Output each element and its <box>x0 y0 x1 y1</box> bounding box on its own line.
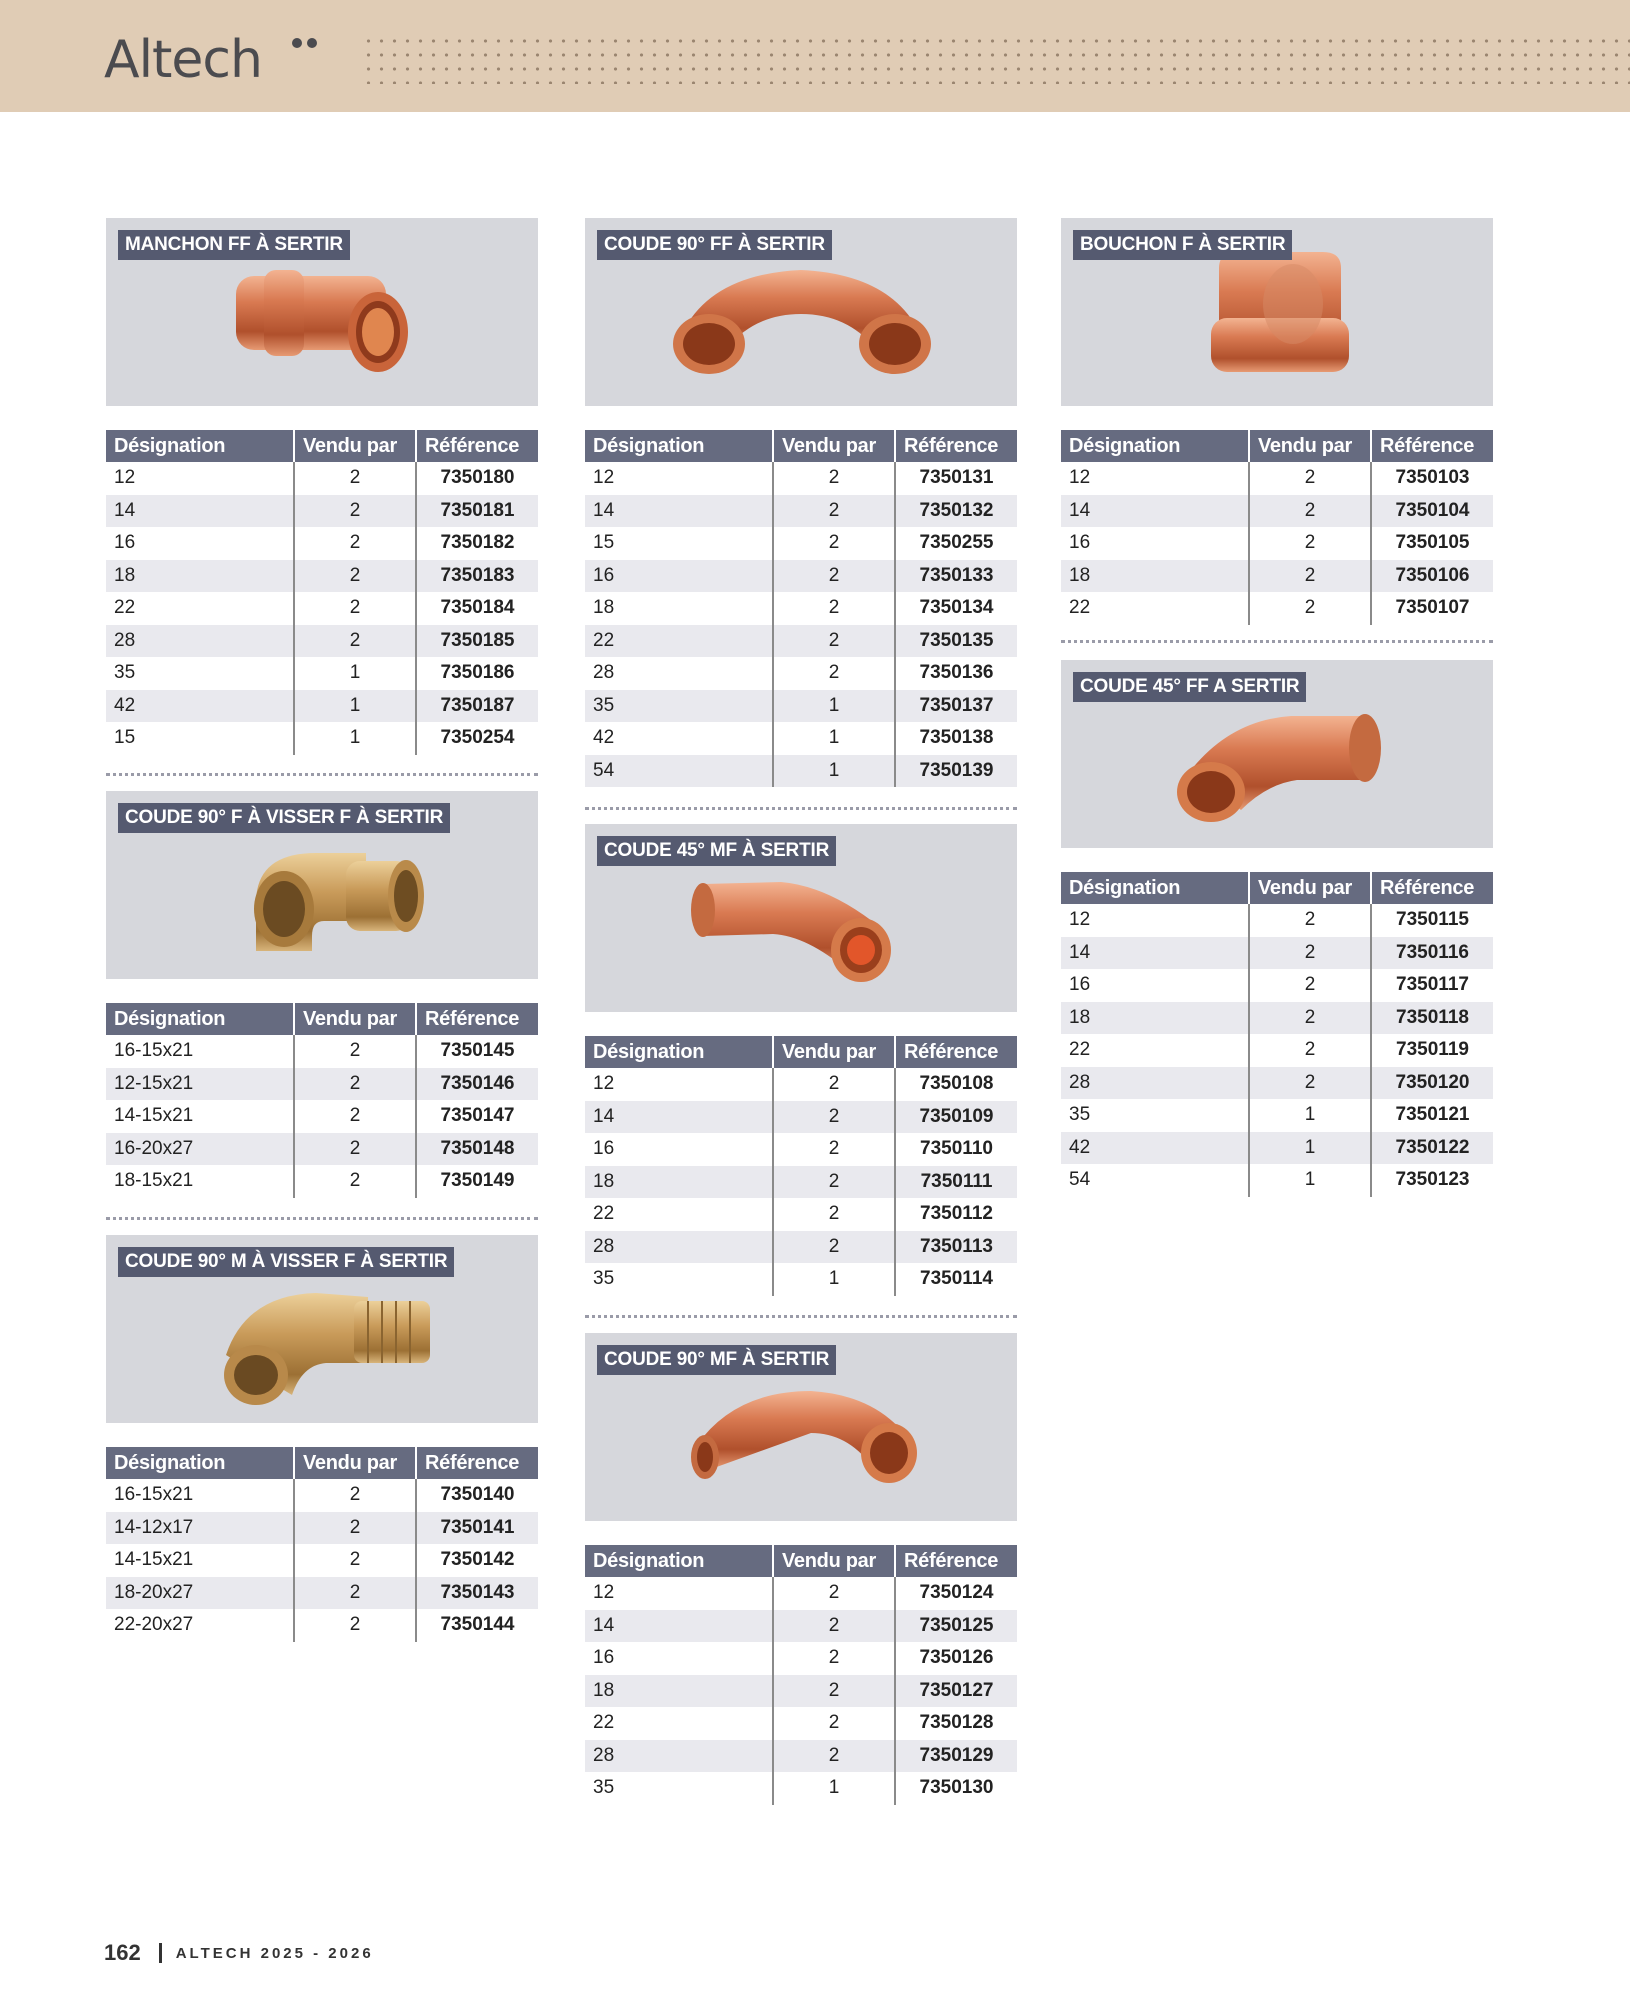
table-row <box>585 1231 1017 1264</box>
cell-vendu-par: 1 <box>1249 1164 1371 1197</box>
cell-designation: 12 <box>585 1068 773 1101</box>
cell-vendu-par: 2 <box>773 1577 895 1610</box>
separator <box>106 773 538 776</box>
cell-designation: 14 <box>1061 495 1249 528</box>
col-reference: Référence <box>895 1545 1017 1577</box>
cell-reference: 7350131 <box>919 467 994 489</box>
cell-designation: 22 <box>585 1707 773 1740</box>
brand-logo: Altech <box>104 30 262 90</box>
cell-designation: 18-15x21 <box>106 1165 294 1198</box>
cell-designation: 28 <box>106 625 294 658</box>
dot-pattern <box>362 34 1630 84</box>
cell-designation: 14 <box>585 1101 773 1134</box>
cell-designation: 22 <box>585 625 773 658</box>
cell-reference: 7350122 <box>1371 1132 1493 1165</box>
col-designation: Désignation <box>1061 430 1249 462</box>
section-title: COUDE 90° M À VISSER F À SERTIR <box>118 1247 454 1277</box>
cell-designation: 35 <box>585 1263 773 1296</box>
product-table <box>1061 430 1493 625</box>
table-row <box>1061 560 1493 593</box>
product-image-box <box>585 218 1017 406</box>
cell-reference: 7350130 <box>919 1777 994 1799</box>
cell-designation: 18 <box>106 560 294 593</box>
section-title: COUDE 45° FF A SERTIR <box>1073 672 1306 702</box>
table-row <box>106 1133 538 1166</box>
cell-designation: 42 <box>585 722 773 755</box>
table-row <box>106 462 538 495</box>
cell-reference: 7350142 <box>440 1549 515 1571</box>
cell-vendu-par: 2 <box>773 495 895 528</box>
cell-vendu-par: 1 <box>773 1263 895 1296</box>
cell-designation: 14 <box>106 495 294 528</box>
cell-reference: 7350183 <box>416 560 538 593</box>
table-row <box>1061 1164 1493 1197</box>
cell-reference: 7350141 <box>416 1512 538 1545</box>
cell-designation: 12-15x21 <box>106 1068 294 1101</box>
cell-reference: 7350139 <box>895 755 1017 788</box>
cell-vendu-par: 2 <box>773 462 895 495</box>
cell-vendu-par: 2 <box>1249 1067 1371 1100</box>
col-designation: Désignation <box>585 1545 773 1577</box>
col-vendu: Vendu par <box>773 1545 895 1577</box>
cell-vendu-par: 1 <box>294 722 416 755</box>
cell-reference: 7350186 <box>440 662 515 684</box>
cell-reference: 7350121 <box>1395 1104 1470 1126</box>
product-table <box>585 1036 1017 1296</box>
cell-reference: 7350108 <box>919 1073 994 1095</box>
table-row <box>106 1100 538 1133</box>
cell-vendu-par: 2 <box>294 560 416 593</box>
cell-reference: 7350149 <box>440 1170 515 1192</box>
table-row <box>106 592 538 625</box>
table-row <box>585 592 1017 625</box>
cell-designation: 16 <box>106 527 294 560</box>
cell-designation: 12 <box>585 462 773 495</box>
table-row <box>585 1772 1017 1805</box>
section-coude90-f-visser <box>106 791 538 1198</box>
cell-designation: 35 <box>585 690 773 723</box>
cell-reference: 7350180 <box>440 467 515 489</box>
cell-vendu-par: 2 <box>773 527 895 560</box>
table-row <box>1061 1034 1493 1067</box>
cell-designation: 22 <box>1061 1034 1249 1067</box>
product-image-box <box>585 1333 1017 1521</box>
cell-designation: 16 <box>585 1133 773 1166</box>
product-table <box>106 430 538 755</box>
cell-vendu-par: 1 <box>773 755 895 788</box>
table-row <box>585 1610 1017 1643</box>
cell-reference: 7350120 <box>1371 1067 1493 1100</box>
cell-reference: 7350115 <box>1396 909 1469 931</box>
table-row <box>1061 527 1493 560</box>
cell-vendu-par: 2 <box>294 625 416 658</box>
table-row <box>1061 904 1493 937</box>
col-designation: Désignation <box>585 1036 773 1068</box>
table-row <box>106 722 538 755</box>
cell-vendu-par: 2 <box>773 592 895 625</box>
cell-designation: 18 <box>585 592 773 625</box>
table-row <box>106 495 538 528</box>
cell-vendu-par: 2 <box>294 1035 416 1068</box>
cell-vendu-par: 2 <box>294 1133 416 1166</box>
cell-designation: 28 <box>1061 1067 1249 1100</box>
product-table <box>585 1545 1017 1805</box>
cell-reference: 7350119 <box>1396 1039 1469 1061</box>
cell-reference: 7350143 <box>416 1577 538 1610</box>
table-row <box>1061 592 1493 625</box>
cell-reference: 7350113 <box>895 1231 1017 1264</box>
product-image-box <box>106 218 538 406</box>
cell-designation: 35 <box>106 657 294 690</box>
col-vendu: Vendu par <box>294 430 416 462</box>
cell-vendu-par: 2 <box>773 1740 895 1773</box>
product-image-box <box>106 1235 538 1423</box>
table-row <box>1061 969 1493 1002</box>
cell-vendu-par: 2 <box>294 1512 416 1545</box>
cell-designation: 18 <box>1061 560 1249 593</box>
col-vendu: Vendu par <box>1249 430 1371 462</box>
cell-reference: 7350255 <box>919 532 994 554</box>
table-row <box>585 625 1017 658</box>
cell-designation: 16-20x27 <box>106 1133 294 1166</box>
cell-reference: 7350132 <box>895 495 1017 528</box>
cell-designation: 18 <box>585 1166 773 1199</box>
cell-reference: 7350129 <box>895 1740 1017 1773</box>
cell-vendu-par: 2 <box>773 1198 895 1231</box>
cell-designation: 22 <box>106 592 294 625</box>
table-row <box>1061 462 1493 495</box>
cell-vendu-par: 1 <box>294 657 416 690</box>
cell-vendu-par: 2 <box>1249 1002 1371 1035</box>
separator <box>1061 640 1493 643</box>
table-row <box>106 1035 538 1068</box>
col-vendu: Vendu par <box>294 1003 416 1035</box>
table-row <box>585 1263 1017 1296</box>
cell-vendu-par: 1 <box>773 690 895 723</box>
cell-vendu-par: 2 <box>1249 1034 1371 1067</box>
cell-reference: 7350136 <box>919 662 994 684</box>
cell-reference: 7350106 <box>1371 560 1493 593</box>
table-row <box>585 1642 1017 1675</box>
cell-vendu-par: 2 <box>1249 495 1371 528</box>
cell-reference: 7350184 <box>440 597 515 619</box>
cell-reference: 7350123 <box>1395 1169 1470 1191</box>
cell-reference: 7350127 <box>895 1675 1017 1708</box>
cell-designation: 15 <box>585 527 773 560</box>
cell-reference: 7350146 <box>416 1068 538 1101</box>
cell-vendu-par: 1 <box>1249 1099 1371 1132</box>
cell-vendu-par: 1 <box>773 1772 895 1805</box>
cell-designation: 15 <box>106 722 294 755</box>
cell-designation: 28 <box>585 1231 773 1264</box>
cell-reference: 7350145 <box>440 1040 515 1062</box>
table-row <box>106 1577 538 1610</box>
table-row <box>585 1101 1017 1134</box>
footer-text: ALTECH 2025 - 2026 <box>175 1944 374 1962</box>
table-row <box>106 1165 538 1198</box>
table-row <box>585 657 1017 690</box>
cell-reference: 7350144 <box>440 1614 515 1636</box>
table-row <box>106 1512 538 1545</box>
cell-reference: 7350128 <box>919 1712 994 1734</box>
cell-reference: 7350133 <box>895 560 1017 593</box>
cell-designation: 18 <box>585 1675 773 1708</box>
cell-designation: 14-15x21 <box>106 1544 294 1577</box>
cell-vendu-par: 2 <box>1249 592 1371 625</box>
cell-vendu-par: 2 <box>294 592 416 625</box>
cell-vendu-par: 2 <box>773 1610 895 1643</box>
cell-reference: 7350107 <box>1395 597 1470 619</box>
product-image-box <box>585 824 1017 1012</box>
cell-reference: 7350185 <box>416 625 538 658</box>
table-row <box>585 1068 1017 1101</box>
table-row <box>106 1479 538 1512</box>
table-row <box>585 755 1017 788</box>
page-header <box>0 0 1630 112</box>
cell-vendu-par: 2 <box>773 1068 895 1101</box>
table-row <box>1061 1132 1493 1165</box>
cell-designation: 22 <box>1061 592 1249 625</box>
cell-designation: 28 <box>585 657 773 690</box>
page-footer <box>104 1940 374 1966</box>
cell-designation: 35 <box>1061 1099 1249 1132</box>
cell-vendu-par: 2 <box>773 1675 895 1708</box>
cell-designation: 35 <box>585 1772 773 1805</box>
cell-reference: 7350114 <box>920 1268 993 1290</box>
table-row <box>585 1198 1017 1231</box>
col-reference: Référence <box>1371 872 1493 904</box>
table-row <box>585 1675 1017 1708</box>
cell-designation: 16 <box>1061 527 1249 560</box>
table-row <box>106 1068 538 1101</box>
cell-vendu-par: 2 <box>294 1609 416 1642</box>
cell-vendu-par: 2 <box>294 1544 416 1577</box>
cell-vendu-par: 2 <box>773 1101 895 1134</box>
cell-vendu-par: 2 <box>294 1100 416 1133</box>
cell-designation: 14-12x17 <box>106 1512 294 1545</box>
col-designation: Désignation <box>1061 872 1249 904</box>
cell-reference: 7350109 <box>895 1101 1017 1134</box>
col-reference: Référence <box>416 1447 538 1479</box>
table-row <box>1061 1002 1493 1035</box>
cell-designation: 28 <box>585 1740 773 1773</box>
cell-reference: 7350124 <box>919 1582 994 1604</box>
cell-reference: 7350125 <box>895 1610 1017 1643</box>
cell-vendu-par: 2 <box>294 1068 416 1101</box>
table-row <box>1061 495 1493 528</box>
cell-vendu-par: 2 <box>1249 904 1371 937</box>
table-row <box>585 560 1017 593</box>
cell-reference: 7350137 <box>895 690 1017 723</box>
table-row <box>585 1707 1017 1740</box>
col-vendu: Vendu par <box>773 1036 895 1068</box>
cell-designation: 14 <box>585 495 773 528</box>
cell-reference: 7350254 <box>440 727 515 749</box>
cell-vendu-par: 1 <box>773 722 895 755</box>
col-designation: Désignation <box>106 1447 294 1479</box>
cell-vendu-par: 2 <box>294 1165 416 1198</box>
col-reference: Référence <box>416 1003 538 1035</box>
cell-designation: 54 <box>1061 1164 1249 1197</box>
cell-reference: 7350104 <box>1371 495 1493 528</box>
cell-reference: 7350147 <box>440 1105 515 1127</box>
product-table <box>1061 872 1493 1197</box>
table-row <box>585 690 1017 723</box>
cell-reference: 7350148 <box>416 1133 538 1166</box>
cell-vendu-par: 2 <box>773 657 895 690</box>
section-title: COUDE 90° MF À SERTIR <box>597 1345 836 1375</box>
section-title: MANCHON FF À SERTIR <box>118 230 350 260</box>
section-title: BOUCHON F À SERTIR <box>1073 230 1292 260</box>
col-vendu: Vendu par <box>1249 872 1371 904</box>
cell-designation: 18 <box>1061 1002 1249 1035</box>
cell-designation: 12 <box>1061 462 1249 495</box>
cell-reference: 7350118 <box>1371 1002 1493 1035</box>
col-designation: Désignation <box>106 430 294 462</box>
cell-designation: 16-15x21 <box>106 1035 294 1068</box>
col-reference: Référence <box>895 430 1017 462</box>
cell-designation: 54 <box>585 755 773 788</box>
table-row <box>106 690 538 723</box>
cell-vendu-par: 2 <box>1249 527 1371 560</box>
section-title: COUDE 45° MF À SERTIR <box>597 836 836 866</box>
product-image-box <box>1061 660 1493 848</box>
cell-vendu-par: 2 <box>294 462 416 495</box>
cell-designation: 12 <box>1061 904 1249 937</box>
cell-reference: 7350110 <box>920 1138 993 1160</box>
cell-vendu-par: 2 <box>294 1577 416 1610</box>
col-designation: Désignation <box>585 430 773 462</box>
product-image-box <box>1061 218 1493 406</box>
cell-designation: 16 <box>585 560 773 593</box>
cell-designation: 18-20x27 <box>106 1577 294 1610</box>
table-row <box>106 1544 538 1577</box>
table-row <box>585 1577 1017 1610</box>
section-coude45-mf <box>585 824 1017 1296</box>
col-reference: Référence <box>1371 430 1493 462</box>
cell-vendu-par: 2 <box>773 1133 895 1166</box>
cell-designation: 14 <box>585 1610 773 1643</box>
cell-reference: 7350116 <box>1371 937 1493 970</box>
cell-reference: 7350126 <box>919 1647 994 1669</box>
table-row <box>1061 937 1493 970</box>
cell-vendu-par: 2 <box>773 625 895 658</box>
table-row <box>585 1133 1017 1166</box>
table-row <box>585 1166 1017 1199</box>
cell-reference: 7350182 <box>440 532 515 554</box>
cell-designation: 16-15x21 <box>106 1479 294 1512</box>
cell-vendu-par: 2 <box>773 1231 895 1264</box>
col-vendu: Vendu par <box>773 430 895 462</box>
footer-divider <box>159 1943 162 1963</box>
cell-designation: 16 <box>585 1642 773 1675</box>
cell-designation: 22 <box>585 1198 773 1231</box>
cell-reference: 7350140 <box>440 1484 515 1506</box>
cell-reference: 7350105 <box>1395 532 1470 554</box>
separator <box>106 1217 538 1220</box>
table-row <box>106 560 538 593</box>
col-designation: Désignation <box>106 1003 294 1035</box>
cell-reference: 7350181 <box>416 495 538 528</box>
cell-designation: 22-20x27 <box>106 1609 294 1642</box>
section-coude45-ff <box>1061 660 1493 1197</box>
table-row <box>585 527 1017 560</box>
section-coude90-ff <box>585 218 1017 787</box>
product-table <box>585 430 1017 787</box>
section-title: COUDE 90° F À VISSER F À SERTIR <box>118 803 450 833</box>
cell-reference: 7350103 <box>1395 467 1470 489</box>
page-number: 162 <box>104 1940 141 1965</box>
cell-reference: 7350135 <box>895 625 1017 658</box>
logo-dots-icon <box>292 38 320 50</box>
cell-reference: 7350117 <box>1396 974 1469 996</box>
cell-vendu-par: 2 <box>1249 560 1371 593</box>
table-row <box>106 657 538 690</box>
product-image-box <box>106 791 538 979</box>
table-row <box>1061 1099 1493 1132</box>
table-row <box>585 462 1017 495</box>
cell-designation: 14 <box>1061 937 1249 970</box>
cell-designation: 12 <box>106 462 294 495</box>
cell-reference: 7350134 <box>919 597 994 619</box>
cell-vendu-par: 2 <box>1249 937 1371 970</box>
cell-designation: 16 <box>1061 969 1249 1002</box>
cell-reference: 7350187 <box>416 690 538 723</box>
table-row <box>106 1609 538 1642</box>
col-vendu: Vendu par <box>294 1447 416 1479</box>
cell-vendu-par: 2 <box>773 1707 895 1740</box>
table-row <box>1061 1067 1493 1100</box>
cell-reference: 7350111 <box>895 1166 1017 1199</box>
table-row <box>585 722 1017 755</box>
cell-vendu-par: 2 <box>773 560 895 593</box>
cell-vendu-par: 2 <box>773 1642 895 1675</box>
section-manchon-ff <box>106 218 538 755</box>
col-reference: Référence <box>895 1036 1017 1068</box>
table-row <box>106 527 538 560</box>
cell-designation: 14-15x21 <box>106 1100 294 1133</box>
cell-vendu-par: 1 <box>294 690 416 723</box>
cell-vendu-par: 1 <box>1249 1132 1371 1165</box>
section-coude90-mf <box>585 1333 1017 1805</box>
cell-designation: 12 <box>585 1577 773 1610</box>
separator <box>585 807 1017 810</box>
table-row <box>106 625 538 658</box>
cell-reference: 7350138 <box>919 727 994 749</box>
table-row <box>585 495 1017 528</box>
product-table <box>106 1447 538 1642</box>
section-title: COUDE 90° FF À SERTIR <box>597 230 832 260</box>
cell-vendu-par: 2 <box>1249 462 1371 495</box>
cell-designation: 42 <box>106 690 294 723</box>
separator <box>585 1315 1017 1318</box>
cell-vendu-par: 2 <box>1249 969 1371 1002</box>
cell-vendu-par: 2 <box>294 527 416 560</box>
cell-designation: 42 <box>1061 1132 1249 1165</box>
cell-vendu-par: 2 <box>294 1479 416 1512</box>
table-row <box>585 1740 1017 1773</box>
product-table <box>106 1003 538 1198</box>
cell-vendu-par: 2 <box>773 1166 895 1199</box>
cell-reference: 7350112 <box>920 1203 993 1225</box>
cell-vendu-par: 2 <box>294 495 416 528</box>
section-bouchon-f <box>1061 218 1493 625</box>
section-coude90-m-visser <box>106 1235 538 1642</box>
col-reference: Référence <box>416 430 538 462</box>
